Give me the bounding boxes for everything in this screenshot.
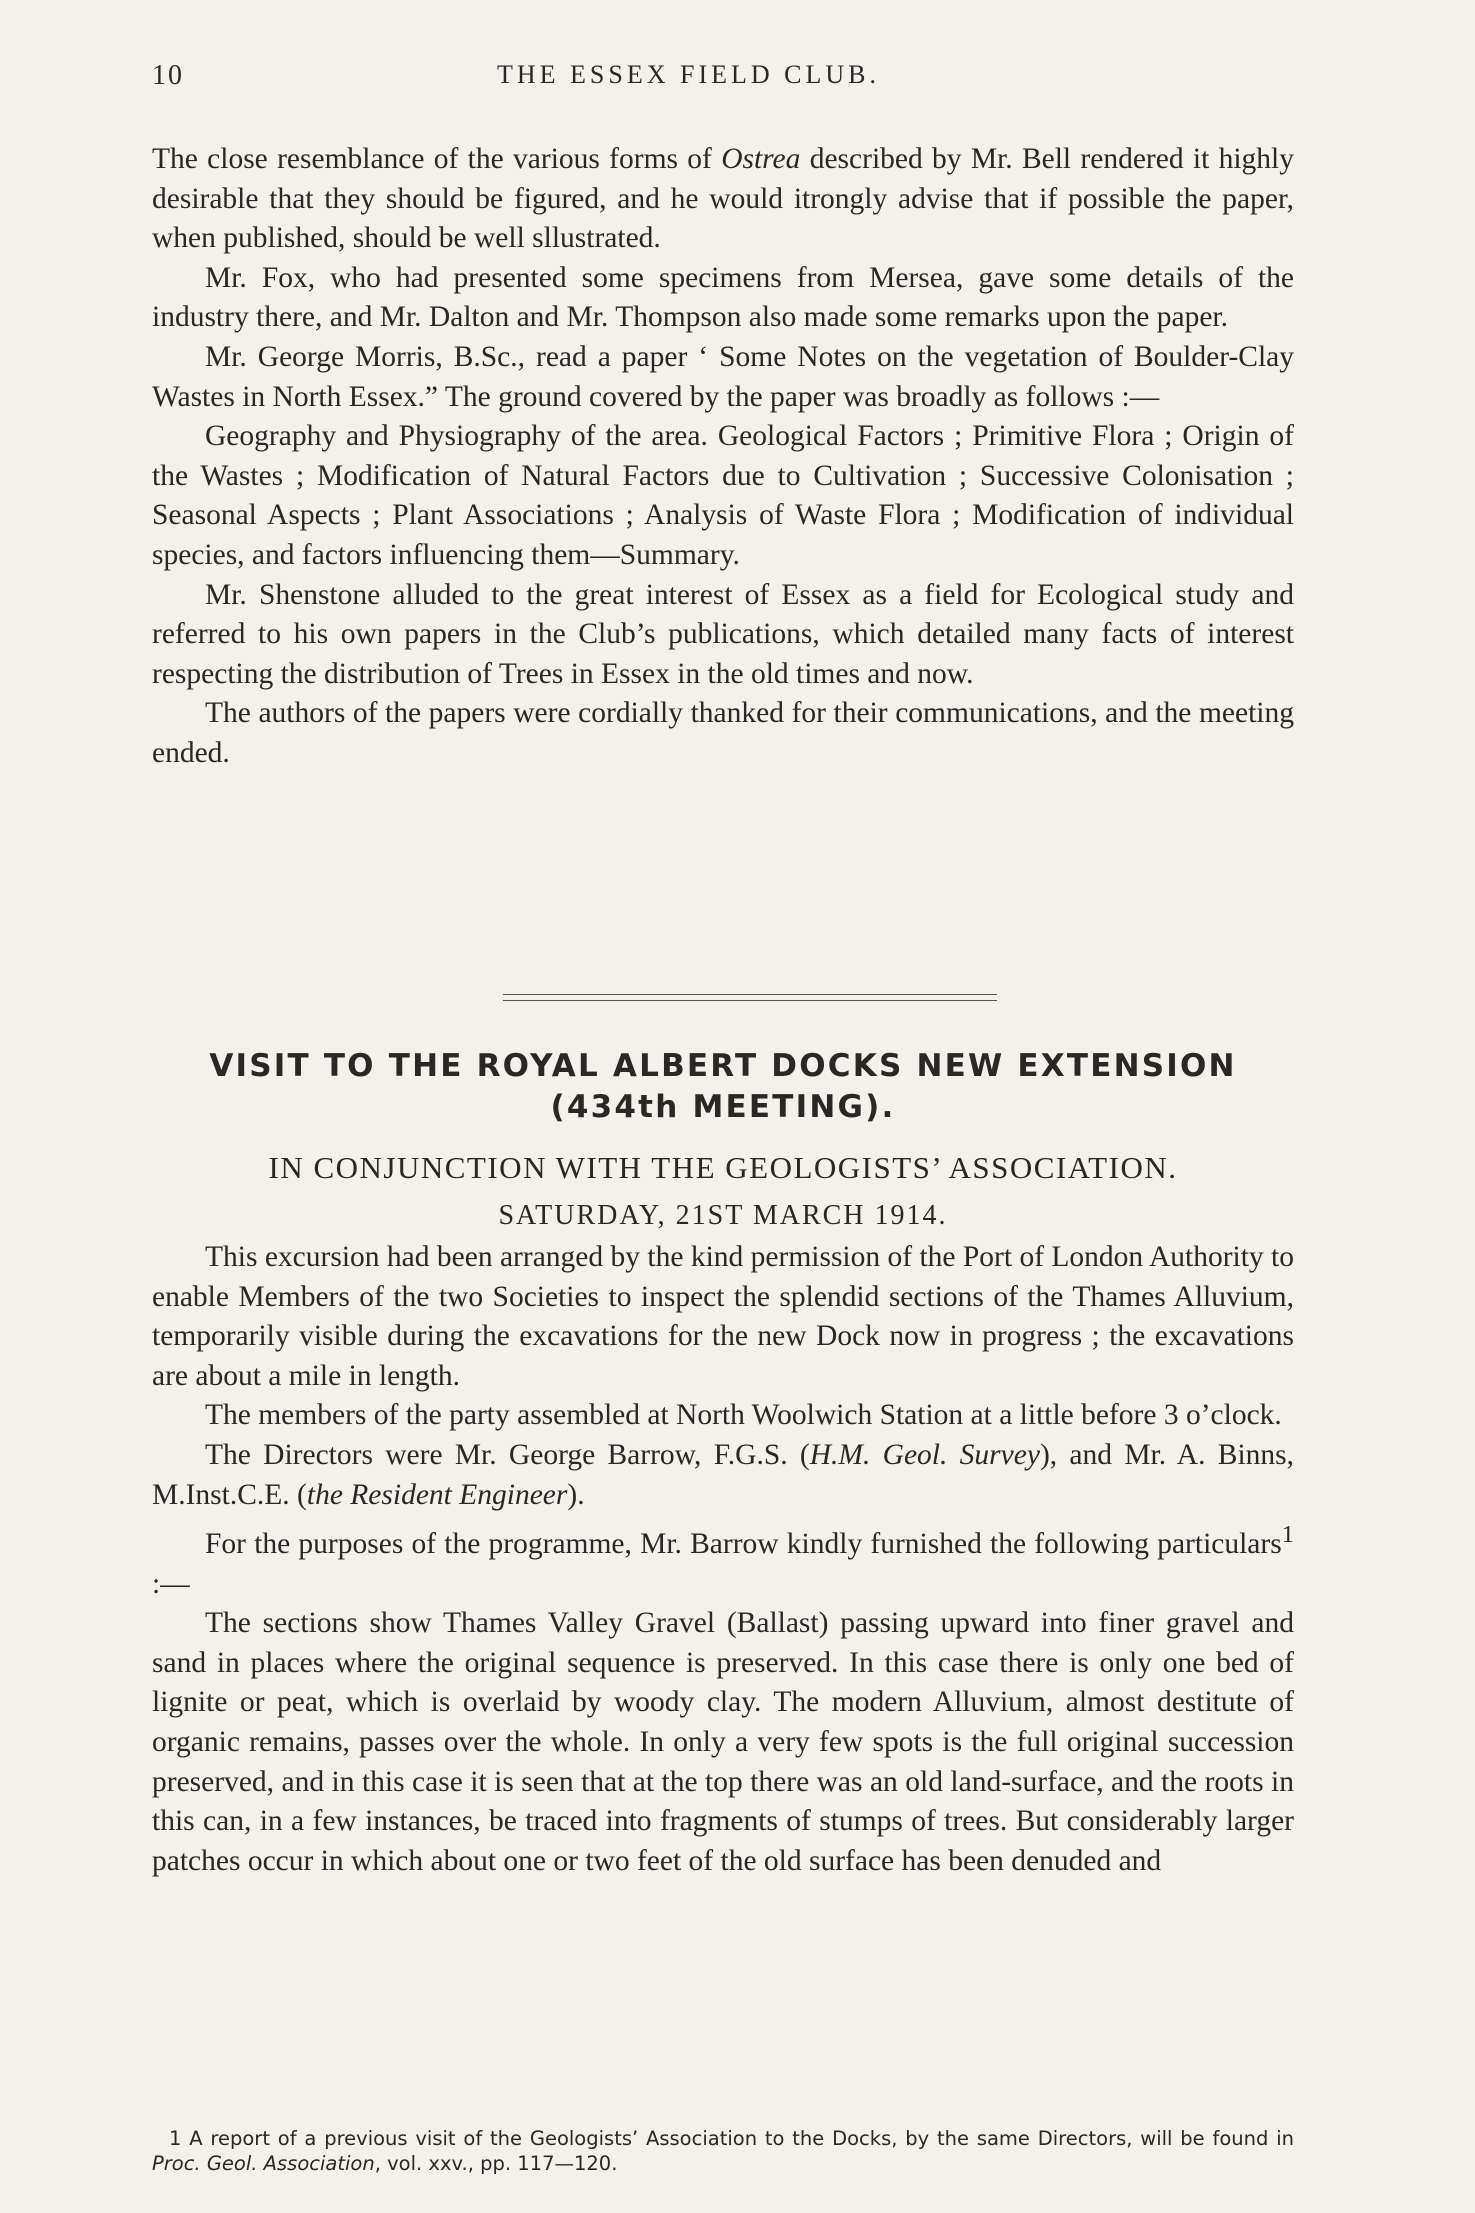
text-run-italic: the Resident Engineer: [306, 1478, 568, 1511]
footnote-text: A report of a previous visit of the Geologists’ Association to the Docks, by the same Directors, will be found in: [181, 2127, 1294, 2150]
paragraph-directors: [152, 1436, 1294, 1515]
paragraph-fox: Mr. Fox, who had presented some specimens from Mersea, gave some details of the industry there, and Mr. Dalton and Mr. Thompson also made some remarks upon the paper.: [152, 261, 1294, 334]
text-run: ), and Mr. A. Binns, M.Inst.C.E. (: [152, 1438, 1294, 1511]
paragraph-programme: [152, 1515, 1294, 1604]
excursion-report-text: [152, 1238, 1294, 1881]
paragraph-outline: Geography and Physiography of the area. Geological Factors ; Primitive Flora ; Origin of the Wastes ; Modification of Natural Factors due to Cultivation ; Successive Colonisation ; Seasonal Aspects ; Plant Associations ; Analysis of Waste Flora ; Modification of individual species, and factors influencing them—Summary.: [152, 420, 1294, 571]
text-run: ).: [567, 1478, 585, 1511]
paragraph-closing: The authors of the papers were cordially thanked for their communications, and the meeting ended.: [152, 697, 1294, 769]
text-run: :—: [152, 1567, 190, 1600]
section-divider-bottom: [503, 1000, 997, 1001]
text-run-italic: H.M. Geol. Survey: [809, 1438, 1040, 1471]
heading-line-1: VISIT TO THE ROYAL ALBERT DOCKS NEW EXTENSION: [209, 1048, 1237, 1084]
paragraph-sections: The sections show Thames Valley Gravel (Ballast) passing upward into finer gravel and sand in places where the original sequence is preserved. In this case there is only one bed of lignite or peat, which is overlaid by woody clay. The modern Alluvium, almost destitute of organic remains, passes over the whole. In only a very few spots is the full original succession preserved, and in this case it is seen that at the top there was an old land-surface, and the roots in this can, in a few instances, be traced into fragments of stumps of trees. But considerably larger patches occur in which about one or two feet of the old surface has been denuded and: [152, 1607, 1294, 1877]
running-head: [0, 60, 1475, 100]
paragraph-assembly: The members of the party assembled at North Woolwich Station at a little before 3 o’clock.: [205, 1399, 1282, 1432]
paragraph-morris: Mr. George Morris, B.Sc., read a paper ‘ Some Notes on the vegetation of Boulder-Clay Wastes in North Essex.” The ground covered by the paper was broadly as follows :—: [152, 340, 1294, 413]
footnote-text-end: , vol. xxv., pp. 117—120.: [374, 2152, 618, 2175]
section-heading: [150, 1046, 1296, 1128]
text-run: The close resemblance of the various forms of: [152, 143, 722, 175]
meeting-date: SATURDAY, 21ST MARCH 1914.: [498, 1200, 948, 1231]
text-run: The Directors were Mr. George Barrow, F.G.S. (: [205, 1438, 810, 1471]
paragraph-excursion: This excursion had been arranged by the kind permission of the Port of London Authority to enable Members of the two Societies to inspect the splendid sections of the Thames Alluvium, temporarily visible during the excavations for the new Dock now in progress ; the excavations are about a mile in length.: [152, 1241, 1294, 1392]
footnote-marker: 1: [169, 2127, 182, 2150]
section-subtitle: IN CONJUNCTION WITH THE GEOLOGISTS’ ASSOCIATION.: [268, 1150, 1178, 1185]
meeting-discussion-text: [152, 140, 1294, 774]
footnote-reference: 1: [1281, 1521, 1294, 1549]
paragraph-shenstone: Mr. Shenstone alluded to the great interest of Essex as a field for Ecological study and referred to his own papers in the Club’s publications, which detailed many facts of interest respecting the distribution of Trees in Essex in the old times and now.: [152, 578, 1294, 690]
footnote: [152, 2126, 1294, 2176]
section-divider-top: [503, 994, 997, 995]
journal-title: THE ESSEX FIELD CLUB.: [497, 60, 880, 89]
heading-line-2: (434th MEETING).: [550, 1089, 896, 1125]
paragraph-ostrea: [152, 140, 1294, 259]
text-run-italic: Ostrea: [721, 143, 801, 175]
footnote-journal: Proc. Geol. Association: [152, 2152, 375, 2175]
text-run: described by Mr. Bell rendered it highly desirable that they should be figured, and he would itrongly advise that if possible the paper, when published, should be well sllustrated.: [152, 143, 1294, 255]
page-number: 10: [152, 60, 184, 91]
text-run: For the purposes of the programme, Mr. Barrow kindly furnished the following particulars: [205, 1527, 1282, 1560]
